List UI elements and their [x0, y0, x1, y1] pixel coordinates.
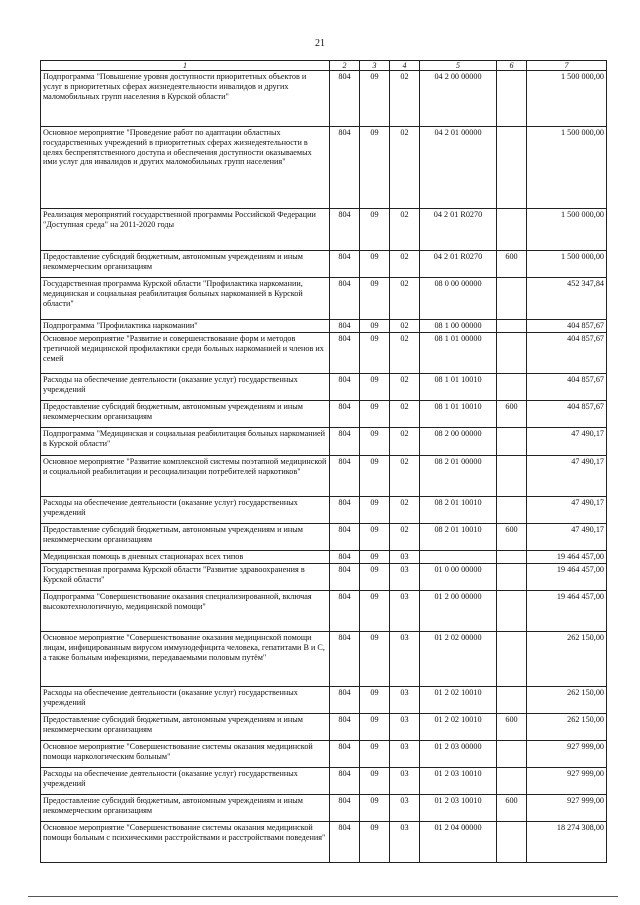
row-name: Расходы на обеспечение деятельности (оказание услуг) государственных учреждений	[41, 687, 330, 714]
table-row	[41, 209, 607, 251]
row-expense-type: 600	[497, 401, 527, 428]
column-header: 2	[330, 61, 360, 71]
row-expense-type: 600	[497, 251, 527, 278]
row-ved-code: 804	[330, 401, 360, 428]
row-name: Медицинская помощь в дневных стационарах всех типов	[41, 551, 330, 564]
table-row	[41, 278, 607, 320]
row-ved-code: 804	[330, 456, 360, 497]
row-expense-type	[497, 333, 527, 374]
row-section-code: 09	[360, 209, 390, 251]
table-body	[41, 71, 607, 863]
row-expense-type: 600	[497, 524, 527, 551]
row-subsection-code: 02	[390, 524, 420, 551]
row-ved-code: 804	[330, 374, 360, 401]
table-row	[41, 374, 607, 401]
column-header: 1	[41, 61, 330, 71]
row-amount: 404 857,67	[527, 320, 607, 333]
row-ved-code: 804	[330, 822, 360, 863]
row-name: Предоставление субсидий бюджетным, автономным учреждениям и иным некоммерческим организациям	[41, 714, 330, 741]
row-subsection-code: 03	[390, 795, 420, 822]
row-target-article: 01 0 00 00000	[420, 564, 497, 591]
column-header: 3	[360, 61, 390, 71]
table-row	[41, 456, 607, 497]
table-row	[41, 497, 607, 524]
row-section-code: 09	[360, 456, 390, 497]
row-subsection-code: 02	[390, 127, 420, 209]
row-name: Основное мероприятие "Проведение работ по адаптации областных государственных учреждений в приоритетных сферах жизнедеятельности в целях беспрепятственного доступа и обеспечения доступности оказываемых ими услуг для инвалидов и других маломобильных групп населения"	[41, 127, 330, 209]
column-header: 5	[420, 61, 497, 71]
row-name: Подпрограмма "Совершенствование оказания специализированной, включая высокотехнологичную, медицинской помощи"	[41, 591, 330, 632]
page-number: 21	[315, 38, 325, 49]
row-target-article: 08 1 01 00000	[420, 333, 497, 374]
row-ved-code: 804	[330, 768, 360, 795]
row-amount: 452 347,84	[527, 278, 607, 320]
row-target-article: 04 2 01 R0270	[420, 209, 497, 251]
row-ved-code: 804	[330, 71, 360, 127]
row-name: Предоставление субсидий бюджетным, автономным учреждениям и иным некоммерческим организациям	[41, 795, 330, 822]
row-section-code: 09	[360, 251, 390, 278]
row-ved-code: 804	[330, 278, 360, 320]
row-subsection-code: 02	[390, 278, 420, 320]
row-target-article: 01 2 03 10010	[420, 768, 497, 795]
table-header-row	[41, 61, 607, 71]
table-row	[41, 320, 607, 333]
row-ved-code: 804	[330, 632, 360, 687]
row-target-article: 04 2 01 00000	[420, 127, 497, 209]
row-name: Основное мероприятие "Совершенствование системы оказания медицинской помощи больным с психическими расстройствами и расстройствами поведения"	[41, 822, 330, 863]
row-name: Расходы на обеспечение деятельности (оказание услуг) государственных учреждений	[41, 768, 330, 795]
row-expense-type	[497, 632, 527, 687]
row-section-code: 09	[360, 71, 390, 127]
row-amount: 19 464 457,00	[527, 591, 607, 632]
row-name: Подпрограмма "Профилактика наркомании"	[41, 320, 330, 333]
row-amount: 47 490,17	[527, 456, 607, 497]
table-row	[41, 591, 607, 632]
table-row	[41, 632, 607, 687]
row-amount: 47 490,17	[527, 497, 607, 524]
row-section-code: 09	[360, 524, 390, 551]
row-expense-type	[497, 768, 527, 795]
row-expense-type	[497, 456, 527, 497]
row-expense-type	[497, 428, 527, 456]
row-section-code: 09	[360, 374, 390, 401]
row-expense-type	[497, 564, 527, 591]
row-section-code: 09	[360, 591, 390, 632]
row-subsection-code: 03	[390, 591, 420, 632]
column-header: 7	[527, 61, 607, 71]
row-subsection-code: 03	[390, 687, 420, 714]
row-subsection-code: 03	[390, 741, 420, 768]
row-amount: 1 500 000,00	[527, 71, 607, 127]
row-target-article: 04 2 00 00000	[420, 71, 497, 127]
row-name: Государственная программа Курской области "Профилактика наркомании, медицинская и социальная реабилитация больных наркоманией в Курской области"	[41, 278, 330, 320]
row-subsection-code: 02	[390, 374, 420, 401]
row-section-code: 09	[360, 564, 390, 591]
row-amount: 1 500 000,00	[527, 209, 607, 251]
table-row	[41, 687, 607, 714]
row-expense-type	[497, 551, 527, 564]
row-name: Предоставление субсидий бюджетным, автономным учреждениям и иным некоммерческим организациям	[41, 251, 330, 278]
row-amount: 262 150,00	[527, 687, 607, 714]
row-expense-type	[497, 497, 527, 524]
row-ved-code: 804	[330, 551, 360, 564]
row-section-code: 09	[360, 278, 390, 320]
row-target-article: 08 2 00 00000	[420, 428, 497, 456]
row-subsection-code: 02	[390, 333, 420, 374]
row-subsection-code: 02	[390, 251, 420, 278]
row-name: Основное мероприятие "Совершенствование системы оказания медицинской помощи наркологическим больным"	[41, 741, 330, 768]
row-section-code: 09	[360, 714, 390, 741]
row-amount: 927 999,00	[527, 741, 607, 768]
row-amount: 404 857,67	[527, 374, 607, 401]
row-target-article: 01 2 04 00000	[420, 822, 497, 863]
row-subsection-code: 03	[390, 551, 420, 564]
table-row	[41, 428, 607, 456]
column-header: 6	[497, 61, 527, 71]
row-name: Расходы на обеспечение деятельности (оказание услуг) государственных учреждений	[41, 497, 330, 524]
table-row	[41, 71, 607, 127]
row-ved-code: 804	[330, 524, 360, 551]
row-section-code: 09	[360, 795, 390, 822]
table-row	[41, 401, 607, 428]
row-subsection-code: 02	[390, 401, 420, 428]
row-amount: 47 490,17	[527, 524, 607, 551]
row-ved-code: 804	[330, 251, 360, 278]
row-amount: 19 464 457,00	[527, 551, 607, 564]
row-expense-type	[497, 687, 527, 714]
row-expense-type	[497, 209, 527, 251]
table-row	[41, 714, 607, 741]
row-amount: 262 150,00	[527, 632, 607, 687]
table-row	[41, 795, 607, 822]
row-expense-type	[497, 71, 527, 127]
table-row	[41, 768, 607, 795]
row-section-code: 09	[360, 822, 390, 863]
row-target-article: 01 2 02 10010	[420, 714, 497, 741]
row-ved-code: 804	[330, 320, 360, 333]
row-name: Основное мероприятие "Развитие и совершенствование форм и методов третичной медицинской профилактики среди больных наркоманией и членов их семей	[41, 333, 330, 374]
row-subsection-code: 02	[390, 71, 420, 127]
row-ved-code: 804	[330, 428, 360, 456]
row-target-article: 01 2 03 10010	[420, 795, 497, 822]
row-amount: 404 857,67	[527, 333, 607, 374]
row-name: Государственная программа Курской области "Развитие здравоохранения в Курской области"	[41, 564, 330, 591]
table-row	[41, 741, 607, 768]
budget-table	[40, 60, 607, 863]
table-row	[41, 564, 607, 591]
table-row	[41, 551, 607, 564]
row-section-code: 09	[360, 428, 390, 456]
row-amount: 404 857,67	[527, 401, 607, 428]
row-expense-type: 600	[497, 714, 527, 741]
row-section-code: 09	[360, 333, 390, 374]
row-section-code: 09	[360, 632, 390, 687]
row-section-code: 09	[360, 401, 390, 428]
row-section-code: 09	[360, 687, 390, 714]
row-amount: 47 490,17	[527, 428, 607, 456]
row-target-article: 01 2 00 00000	[420, 591, 497, 632]
row-target-article: 01 2 03 00000	[420, 741, 497, 768]
row-target-article: 08 0 00 00000	[420, 278, 497, 320]
row-section-code: 09	[360, 551, 390, 564]
row-target-article: 08 1 01 10010	[420, 401, 497, 428]
row-section-code: 09	[360, 320, 390, 333]
row-subsection-code: 02	[390, 209, 420, 251]
row-name: Реализация мероприятий государственной программы Российской Федерации "Доступная среда" на 2011-2020 годы	[41, 209, 330, 251]
row-amount: 1 500 000,00	[527, 251, 607, 278]
row-target-article: 08 2 01 00000	[420, 456, 497, 497]
row-subsection-code: 03	[390, 822, 420, 863]
row-expense-type	[497, 591, 527, 632]
row-subsection-code: 02	[390, 320, 420, 333]
row-expense-type	[497, 278, 527, 320]
row-name: Подпрограмма "Повышение уровня доступности приоритетных объектов и услуг в приоритетных сферах жизнедеятельности инвалидов и других маломобильных групп населения в Курской области"	[41, 71, 330, 127]
table-row	[41, 524, 607, 551]
row-section-code: 09	[360, 127, 390, 209]
row-name: Предоставление субсидий бюджетным, автономным учреждениям и иным некоммерческим организациям	[41, 524, 330, 551]
row-name: Расходы на обеспечение деятельности (оказание услуг) государственных учреждений	[41, 374, 330, 401]
table-row	[41, 127, 607, 209]
column-header: 4	[390, 61, 420, 71]
row-ved-code: 804	[330, 687, 360, 714]
row-expense-type	[497, 374, 527, 401]
row-name: Подпрограмма "Медицинская и социальная реабилитация больных наркоманией в Курской области"	[41, 428, 330, 456]
row-section-code: 09	[360, 768, 390, 795]
row-target-article: 08 2 01 10010	[420, 524, 497, 551]
row-target-article: 08 1 00 00000	[420, 320, 497, 333]
page-bottom-rule	[28, 896, 618, 897]
table-row	[41, 251, 607, 278]
row-ved-code: 804	[330, 714, 360, 741]
row-target-article: 01 2 02 00000	[420, 632, 497, 687]
row-subsection-code: 03	[390, 632, 420, 687]
row-section-code: 09	[360, 497, 390, 524]
row-target-article: 01 2 02 10010	[420, 687, 497, 714]
row-ved-code: 804	[330, 333, 360, 374]
row-target-article: 08 2 01 10010	[420, 497, 497, 524]
row-amount: 262 150,00	[527, 714, 607, 741]
row-expense-type	[497, 741, 527, 768]
row-subsection-code: 02	[390, 497, 420, 524]
row-name: Основное мероприятие "Развитие комплексной системы поэтапной медицинской и социальной реабилитации и ресоциализации потребителей наркотиков"	[41, 456, 330, 497]
row-ved-code: 804	[330, 591, 360, 632]
row-ved-code: 804	[330, 564, 360, 591]
row-expense-type	[497, 127, 527, 209]
row-ved-code: 804	[330, 795, 360, 822]
row-section-code: 09	[360, 741, 390, 768]
row-expense-type: 600	[497, 795, 527, 822]
row-subsection-code: 02	[390, 428, 420, 456]
row-ved-code: 804	[330, 127, 360, 209]
row-name: Предоставление субсидий бюджетным, автономным учреждениям и иным некоммерческим организациям	[41, 401, 330, 428]
row-amount: 927 999,00	[527, 795, 607, 822]
row-subsection-code: 03	[390, 768, 420, 795]
row-amount: 927 999,00	[527, 768, 607, 795]
row-expense-type	[497, 320, 527, 333]
row-subsection-code: 02	[390, 456, 420, 497]
row-amount: 1 500 000,00	[527, 127, 607, 209]
row-name: Основное мероприятие "Совершенствование оказания медицинской помощи лицам, инфицированным вирусом иммунодефицита человека, гепатитами B и C, а также больным инфекциями, передаваемыми половым путём"	[41, 632, 330, 687]
row-amount: 19 464 457,00	[527, 564, 607, 591]
row-ved-code: 804	[330, 209, 360, 251]
row-ved-code: 804	[330, 497, 360, 524]
row-subsection-code: 03	[390, 714, 420, 741]
row-expense-type	[497, 822, 527, 863]
row-amount: 18 274 308,00	[527, 822, 607, 863]
row-subsection-code: 03	[390, 564, 420, 591]
row-target-article	[420, 551, 497, 564]
row-target-article: 08 1 01 10010	[420, 374, 497, 401]
table-row	[41, 333, 607, 374]
row-ved-code: 804	[330, 741, 360, 768]
row-target-article: 04 2 01 R0270	[420, 251, 497, 278]
table-row	[41, 822, 607, 863]
